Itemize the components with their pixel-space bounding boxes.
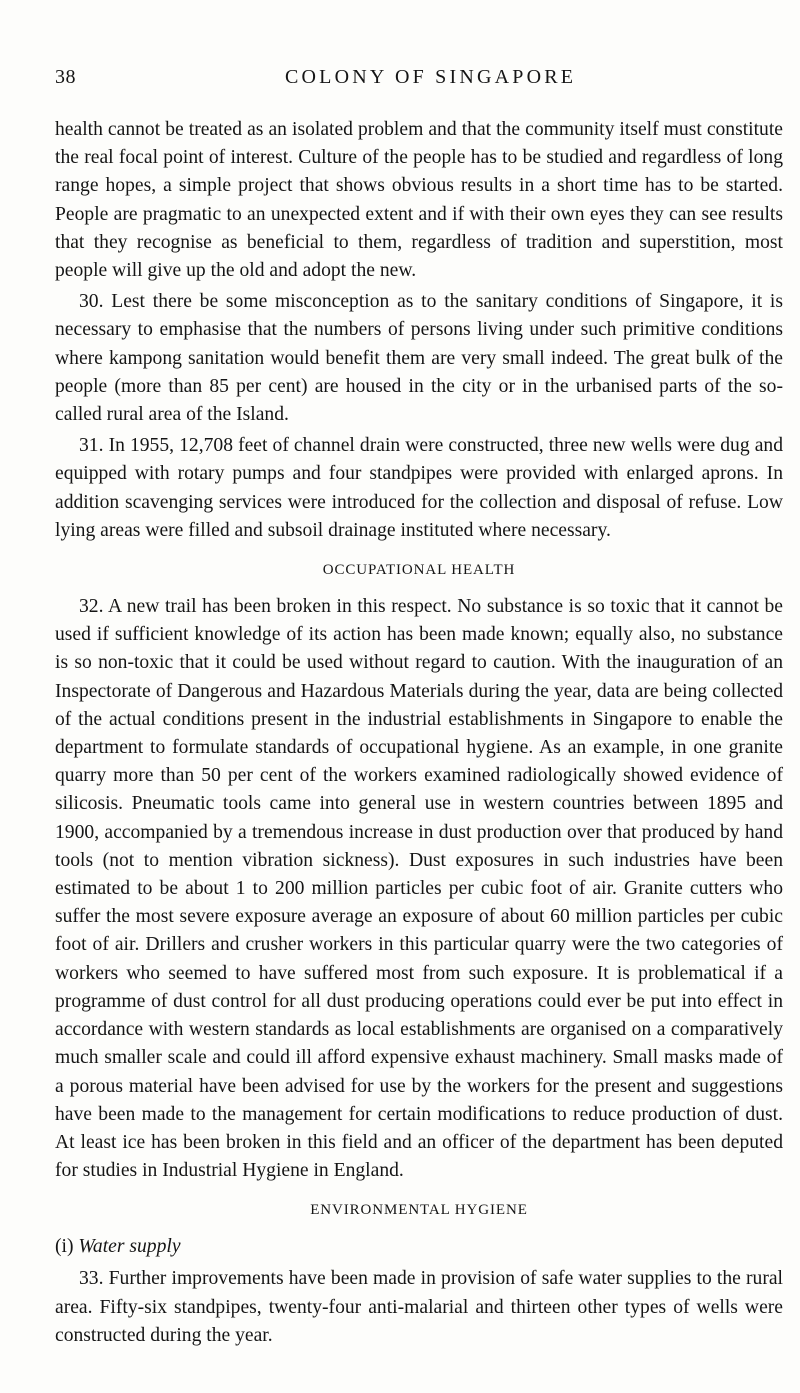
paragraph-33: 33. Further improvements have been made in provision of safe water supplies to the rural area. Fifty-six standpipes, twenty-four anti-malarial and thirteen other types of wells were constructed during the year. bbox=[55, 1268, 783, 1346]
paragraph-32: 32. A new trail has been broken in this respect. No substance is so toxic that it cannot be used if sufficient knowledge of its action has been made known; equally also, no substance is so non-toxic that it could be used without regard to caution. With the inauguration of an Inspectorate of Dangerous and Hazardous Materials during the year, data are being collected of the actual conditions present in the industrial establishments in Singapore to enable the department to formulate standards of occupational hygiene. As an example, in one granite quarry more than 50 per cent of the workers examined radiologically showed evidence of silicosis. Pneumatic tools came into general use in western countries between 1895 and 1900, accompanied by a tremendous increase in dust production over that produced by hand tools (not to mention vibration sickness). Dust exposures in such industries have been estimated to be about 1 to 200 million particles per cubic foot of air. Granite cutters who suffer the most severe exposure average an exposure of about 60 million particles per cubic foot of air. Drillers and crusher workers in this particular quarry were the two categories of workers who seemed to have suffered most from such exposure. It is problematical if a programme of dust control for all dust producing operations could ever be put into effect in accordance with western standards as local establishments are organised on a comparatively much smaller scale and could ill afford expensive exhaust machinery. Small masks made of a porous material have been advised for use by the workers for the present and suggestions have been made to the management for certain modifications to reduce production of dust. At least ice has been broken in this field and an officer of the department has been deputed for studies in Industrial Hygiene in England. bbox=[55, 596, 783, 1182]
paragraph-30: 30. Lest there be some misconception as to the sanitary conditions of Singapore, it is necessary to emphasise that the numbers of persons living under such primitive conditions where kampong sanitation would benefit them are very small indeed. The great bulk of the people (more than 85 per cent) are housed in the city or in the urbanised parts of the so-called rural area of the Island. bbox=[55, 291, 783, 426]
paragraph-31: 31. In 1955, 12,708 feet of channel drain were constructed, three new wells were dug and equipped with rotary pumps and four standpipes were provided with enlarged aprons. In addition scavenging services were introduced for the collection and disposal of refuse. Low lying areas were filled and subsoil drainage instituted where necessary. bbox=[55, 435, 783, 541]
section-heading-occupational-health: OCCUPATIONAL HEALTH bbox=[322, 562, 516, 579]
subsection-number: (i) bbox=[55, 1236, 74, 1258]
section-heading-environmental-hygiene: ENVIRONMENTAL HYGIENE bbox=[310, 1202, 528, 1219]
page-number: 38 bbox=[55, 66, 76, 88]
subsection-label: Water supply bbox=[78, 1236, 181, 1258]
paragraph-continued: health cannot be treated as an isolated problem and that the community itself must constitute the real focal point of interest. Culture of the people has to be studied and regardless of long range hopes, a simple project that shows obvious results in a short time has to be started. People are pragmatic to an unexpected extent and if with their own eyes they can see results that they recognise as beneficial to them, regardless of tradition and superstition, most people will give up the old and adopt the new. bbox=[55, 119, 783, 282]
running-title: COLONY OF SINGAPORE bbox=[285, 66, 577, 88]
page-header bbox=[55, 66, 755, 96]
subsection-heading-water-supply bbox=[55, 1233, 783, 1261]
body-text bbox=[55, 116, 783, 1350]
